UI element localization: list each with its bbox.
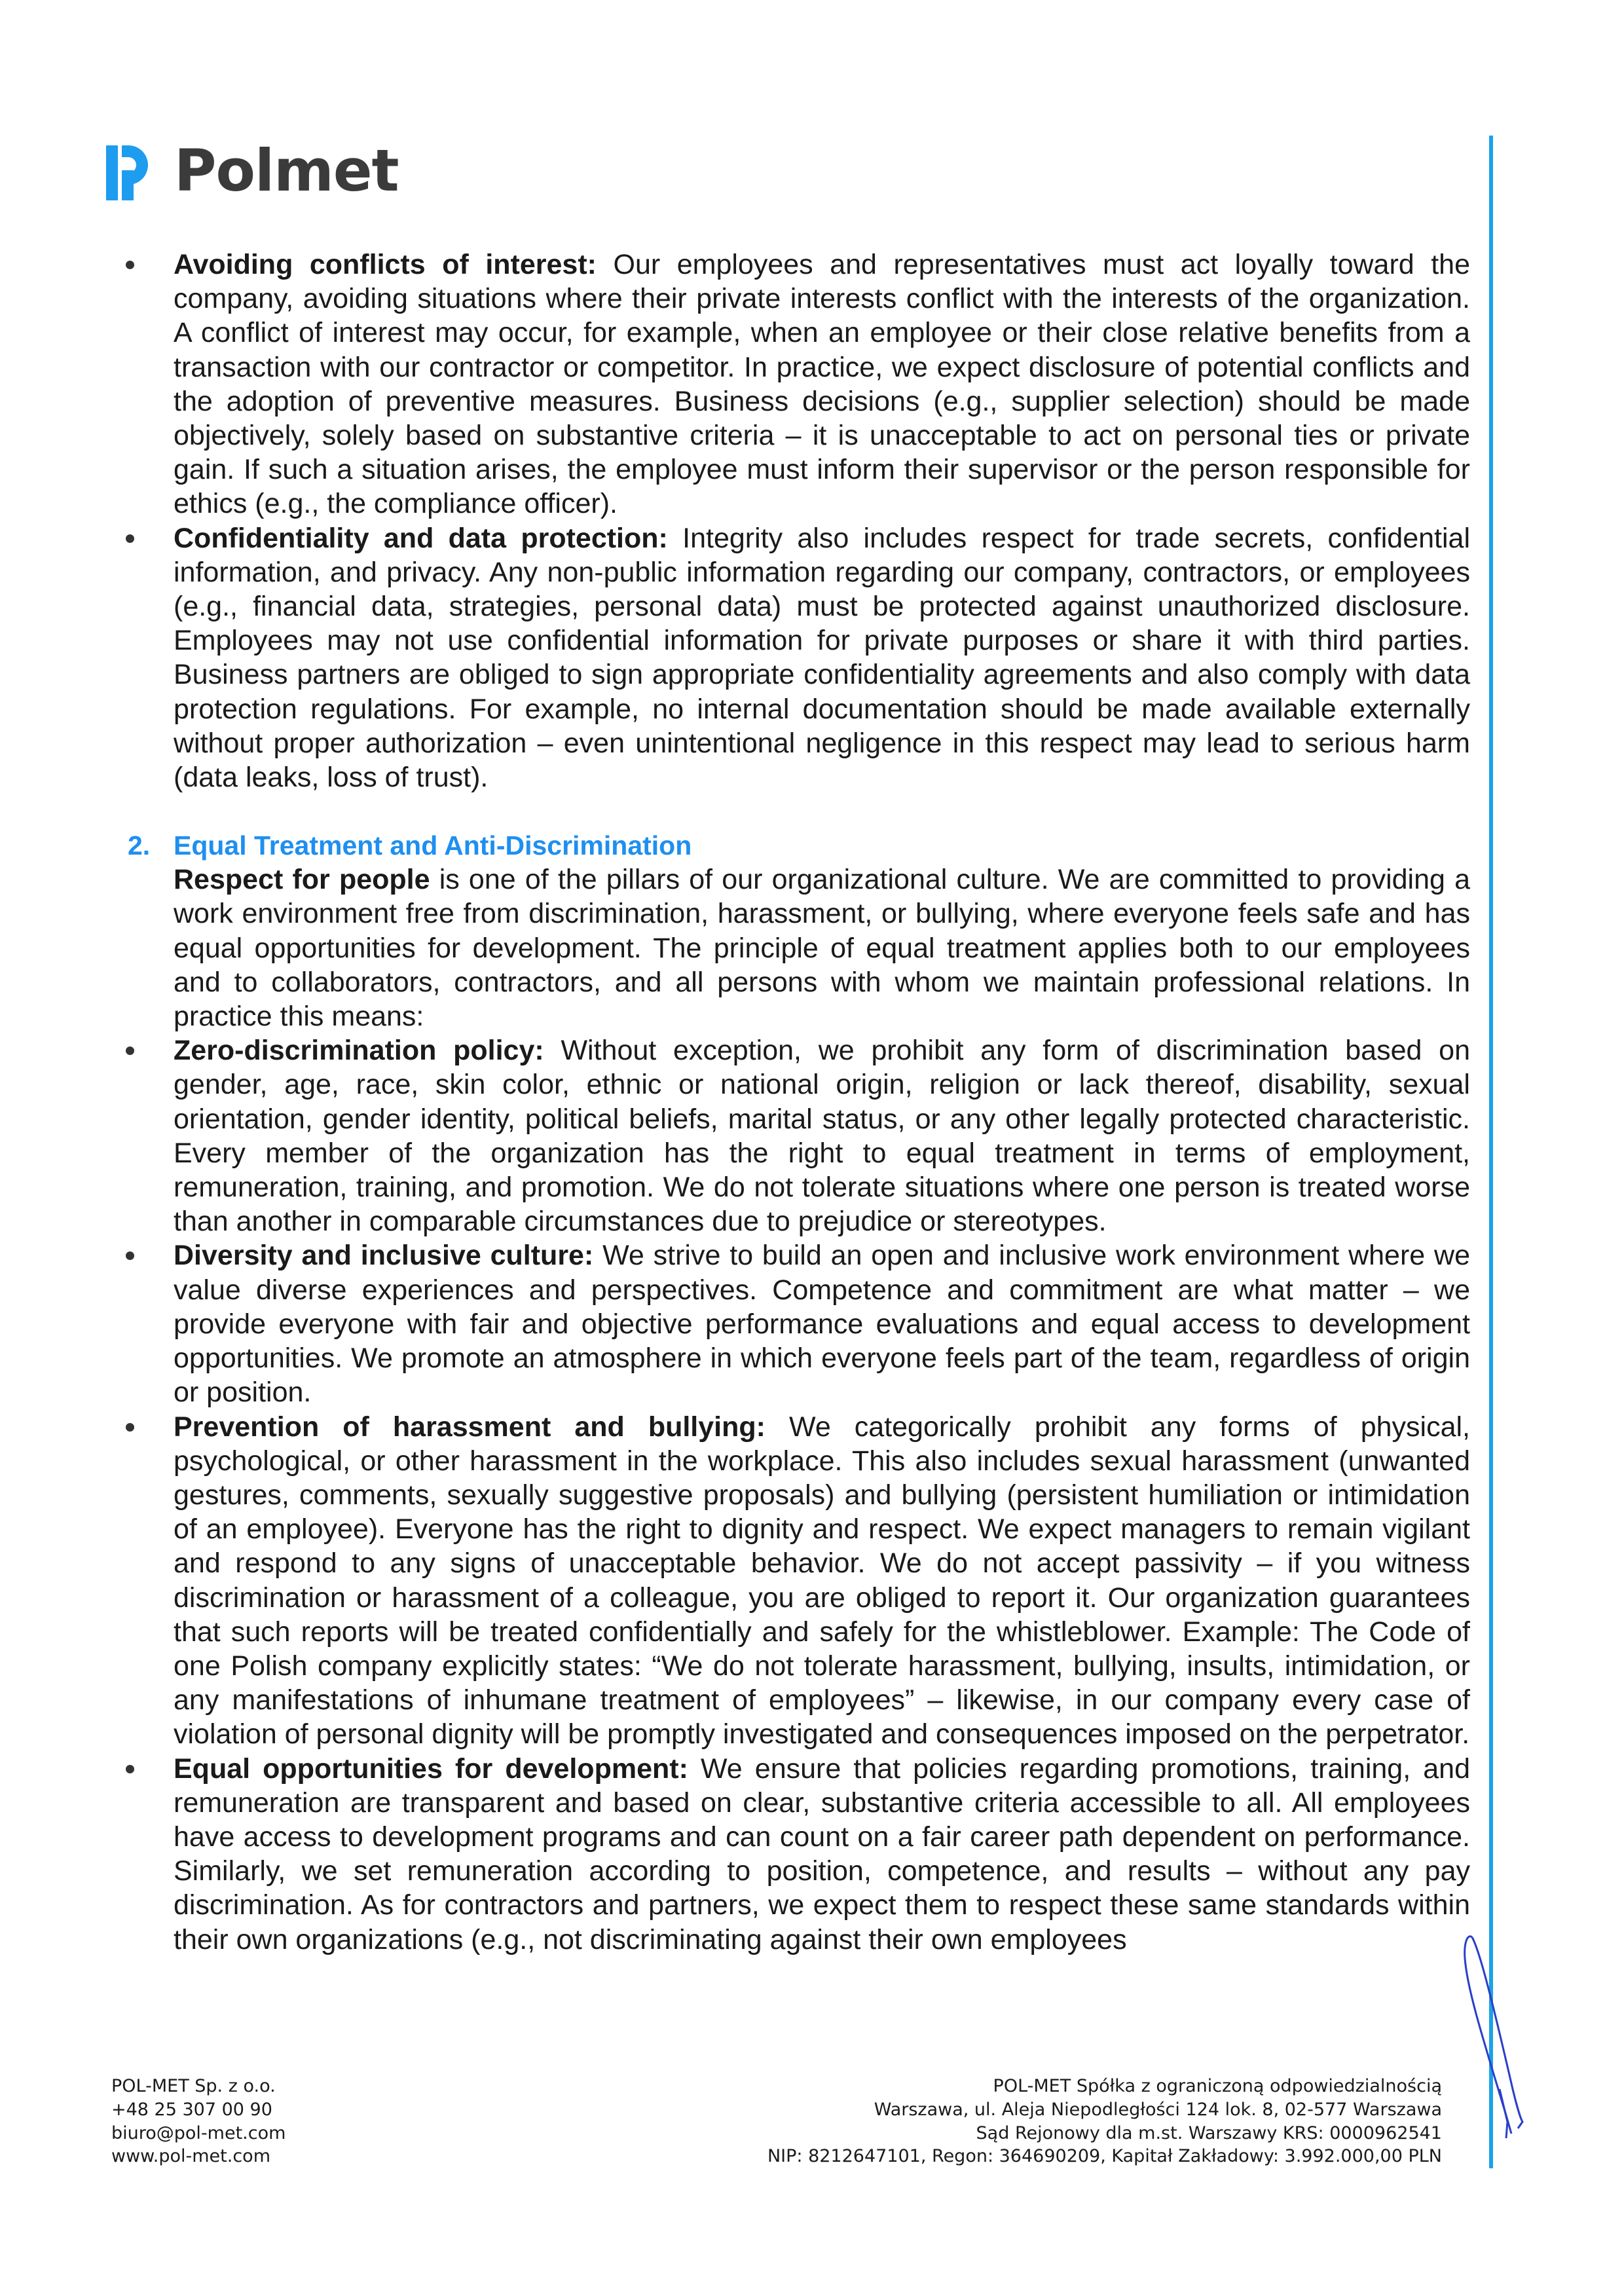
- bullet-title: Equal opportunities for development:: [174, 1752, 688, 1785]
- company-logo: [105, 137, 399, 204]
- bullet-dot-icon: [126, 1765, 134, 1773]
- footer-email[interactable]: biuro@pol-met.com: [111, 2122, 286, 2143]
- footer-website[interactable]: www.pol-met.com: [111, 2146, 270, 2167]
- polmet-p-logo-icon: [105, 144, 151, 202]
- section-title: Equal Treatment and Anti-Discrimination: [174, 830, 692, 861]
- intro-text: is one of the pillars of our organizational culture. We are committed to providing a work environment free from discrimination, harassment, or bullying, where everyone feels safe and has equal opportunities for development. The principle of equal treatment applies both to our employees and to collaborators, contractors, and all persons with whom we maintain professional relations. In practice this means:: [174, 864, 1470, 1033]
- footer-address: Warszawa, ul. Aleja Niepodległości 124 lok. 8, 02-577 Warszawa: [874, 2099, 1442, 2120]
- footer-company-name: POL-MET Sp. z o.o.: [111, 2076, 276, 2096]
- bullet-title: Diversity and inclusive culture:: [174, 1240, 594, 1272]
- bullet-text: We strive to build an open and inclusive work environment where we value diverse experiences and perspectives. Competence and commitment are what matter – we provide everyone with fair and objective performance evaluations and equal access to development opportunities. We promote an atmosphere in which everyone feels part of the team, regardless of origin or position.: [174, 1240, 1470, 1409]
- bullet-dot-icon: [126, 1251, 134, 1260]
- bullet-title: Prevention of harassment and bullying:: [174, 1411, 766, 1443]
- bullet-diversity: [174, 1238, 1470, 1409]
- bullet-dot-icon: [126, 1046, 134, 1055]
- footer-court-registry: Sąd Rejonowy dla m.st. Warszawy KRS: 0000962541: [976, 2122, 1442, 2143]
- section-heading: [128, 828, 1470, 862]
- section-number: 2.: [128, 830, 151, 861]
- footer-phone: +48 25 307 00 90: [111, 2099, 272, 2120]
- bullet-text: We ensure that policies regarding promotions, training, and remuneration are transparent and based on clear, substantive criteria accessible to all. All employees have access to development programs and can count on a fair career path dependent on performance. Similarly, we set remuneration according to position, competence, and results – without any pay discrimination. As for contractors and partners, we expect them to respect these same standards within their own organizations (e.g., not discriminating against their own employees: [174, 1752, 1471, 1955]
- footer-legal-name: POL-MET Spółka z ograniczoną odpowiedzialnością: [993, 2076, 1442, 2096]
- section-intro: [174, 862, 1470, 1033]
- handwritten-signature-icon: [1460, 1925, 1539, 2148]
- bullet-dot-icon: [126, 534, 134, 543]
- bullet-confidentiality: [174, 521, 1470, 795]
- bullet-equal-opportunities: [174, 1752, 1470, 1957]
- bullet-title: Zero-discrimination policy:: [174, 1035, 544, 1067]
- footer-legal: [767, 2075, 1442, 2168]
- bullet-text: We categorically prohibit any forms of physical, psychological, or other harassment in the workplace. This also includes sexual harassment (unwanted gestures, comments, sexually suggestive proposals) and bullying (persistent humiliation or intimidation of an employee). Everyone has the right to dignity and respect. We expect managers to remain vigilant and respond to any signs of unacceptable behavior. We do not accept passivity – if you witness discrimination or harassment of a colleague, you are obliged to report it. Our organization guarantees that such reports will be treated confidentially and safely for the whistleblower. Example: The Code of one Polish company explicitly states: “We do not tolerate harassment, bullying, insults, intimidation, or any manifestations of inhumane treatment of employees” – likewise, in our company every case of violation of personal dignity will be promptly investigated and consequences imposed on the perpetrator.: [174, 1411, 1471, 1750]
- footer-contact: [111, 2075, 286, 2168]
- bullet-dot-icon: [126, 261, 134, 269]
- document-body: [128, 248, 1471, 1957]
- bullet-title: Confidentiality and data protection:: [174, 522, 668, 554]
- bullet-text: Our employees and representatives must act loyally toward the company, avoiding situations where their private interests conflict with the interests of the organization. A conflict of interest may occur, for example, when an employee or their close relative benefits from a transaction with our contractor or competitor. In practice, we expect disclosure of potential conflicts and the adoption of preventive measures. Business decisions (e.g., supplier selection) should be made objectively, solely based on substantive criteria – it is unacceptable to act on personal ties or private gain. If such a situation arises, the employee must inform their supervisor or the person responsible for ethics (e.g., the compliance officer).: [174, 249, 1471, 520]
- bullet-harassment: [174, 1410, 1470, 1752]
- bullet-text: Without exception, we prohibit any form of discrimination based on gender, age, race, skin color, ethnic or national origin, religion or lack thereof, disability, sexual orientation, gender identity, political beliefs, marital status, or any other legally protected characteristic. Every member of the organization has the right to equal treatment in terms of employment, remuneration, training, and promotion. We do not tolerate situations where one person is treated worse than another in comparable circumstances due to prejudice or stereotypes.: [174, 1035, 1470, 1238]
- bullet-text: Integrity also includes respect for trade secrets, confidential information, and privacy. Any non-public information regarding our company, contractors, or employees (e.g., financial data, strategies, personal data) must be protected against unauthorized disclosure. Employees may not use confidential information for private purposes or share it with third parties. Business partners are obliged to sign appropriate confidentiality agreements and also comply with data protection regulations. For example, no internal documentation should be made available externally without proper authorization – even unintentional negligence in this respect may lead to serious harm (data leaks, loss of trust).: [174, 522, 1471, 794]
- logo-wordmark: Polmet: [174, 137, 399, 204]
- bullet-dot-icon: [126, 1423, 134, 1432]
- bullet-title: Avoiding conflicts of interest:: [174, 249, 597, 280]
- bullet-conflicts-of-interest: [174, 248, 1470, 521]
- intro-bold: Respect for people: [174, 864, 430, 896]
- vertical-margin-rule: [1489, 136, 1493, 2168]
- bullet-zero-discrimination: [174, 1033, 1470, 1238]
- footer-tax-ids: NIP: 8212647101, Regon: 364690209, Kapitał Zakładowy: 3.992.000,00 PLN: [767, 2146, 1442, 2167]
